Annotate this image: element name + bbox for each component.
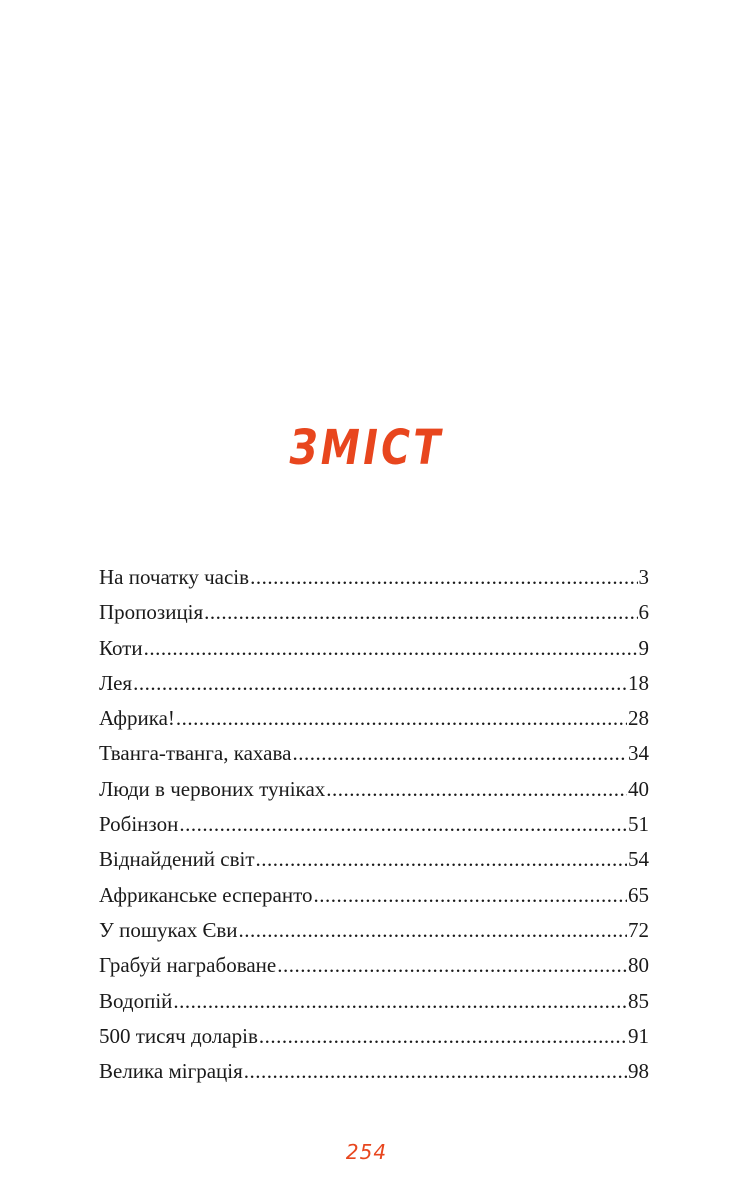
toc-entry — [99, 631, 649, 666]
toc-entry — [99, 948, 649, 983]
toc-entry-title: Грабуй награбоване — [99, 953, 277, 978]
toc-leader-dots — [314, 878, 628, 913]
toc-entry-page: 9 — [638, 635, 649, 660]
toc-entry-title: 500 тисяч доларів — [99, 1023, 258, 1048]
toc-entry — [99, 701, 649, 736]
toc-entry — [99, 736, 649, 771]
toc-entry-page: 91 — [628, 1023, 649, 1048]
toc-entry-title: Африка! — [99, 706, 175, 731]
toc-entry — [99, 842, 649, 877]
toc-entry-title: Велика міграція — [99, 1059, 243, 1084]
toc-entry — [99, 560, 649, 595]
toc-entry-title: Робінзон — [99, 812, 179, 837]
toc-leader-dots — [144, 631, 638, 666]
toc-leader-dots — [244, 1054, 627, 1089]
toc-entry — [99, 807, 649, 842]
toc-entry-page: 18 — [628, 670, 649, 695]
toc-entry-page: 3 — [638, 565, 649, 589]
toc-leader-dots — [292, 736, 627, 771]
toc-leader-dots — [179, 807, 627, 842]
toc-leader-dots — [204, 595, 637, 630]
toc-entry-title: Віднайдений світ — [99, 847, 255, 872]
toc-entry — [99, 878, 649, 913]
toc-entry-page: 72 — [628, 917, 649, 942]
toc-entry-page: 6 — [638, 600, 649, 625]
toc-leader-dots — [326, 772, 627, 807]
toc-leader-dots — [173, 984, 627, 1019]
toc-entry-page: 54 — [628, 847, 649, 872]
toc-entry-page: 34 — [628, 741, 649, 766]
toc-entry — [99, 595, 649, 630]
toc-leader-dots — [133, 666, 627, 701]
toc-entry — [99, 984, 649, 1019]
toc-entry-page: 40 — [628, 776, 649, 801]
toc-entry-title: Люди в червоних туніках — [99, 776, 326, 801]
toc-leader-dots — [277, 948, 627, 983]
page-title: ЗМІСТ — [289, 420, 444, 477]
toc-entry-title: Водопій — [99, 988, 173, 1013]
toc-entry — [99, 913, 649, 948]
toc-entry-page: 51 — [628, 812, 649, 837]
toc-leader-dots — [256, 842, 627, 877]
toc-leader-dots — [176, 701, 627, 736]
toc-entry-title: Коти — [99, 635, 143, 660]
page-number: 254 — [345, 1140, 388, 1164]
toc-entry-title: У пошуках Єви — [99, 917, 238, 942]
toc-entry-title: Тванга-тванга, кахава — [99, 741, 292, 766]
toc-entry-title: Пропозиція — [99, 600, 204, 625]
toc-entry-title: Лея — [99, 670, 133, 695]
toc-entry-page: 98 — [628, 1059, 649, 1084]
toc-entry-page: 65 — [628, 882, 649, 907]
toc-entry — [99, 666, 649, 701]
toc-leader-dots — [239, 913, 628, 948]
toc-entry-title: Африканське есперанто — [99, 882, 313, 907]
toc-entry-title: На початку часів — [99, 565, 250, 589]
toc-entry — [99, 1019, 649, 1054]
toc-leader-dots — [250, 560, 637, 595]
toc-leader-dots — [259, 1019, 627, 1054]
toc-entry — [99, 772, 649, 807]
table-of-contents — [99, 560, 649, 1089]
toc-entry — [99, 1054, 649, 1089]
toc-entry-page: 28 — [628, 706, 649, 731]
toc-entry-page: 85 — [628, 988, 649, 1013]
toc-entry-page: 80 — [628, 953, 649, 978]
